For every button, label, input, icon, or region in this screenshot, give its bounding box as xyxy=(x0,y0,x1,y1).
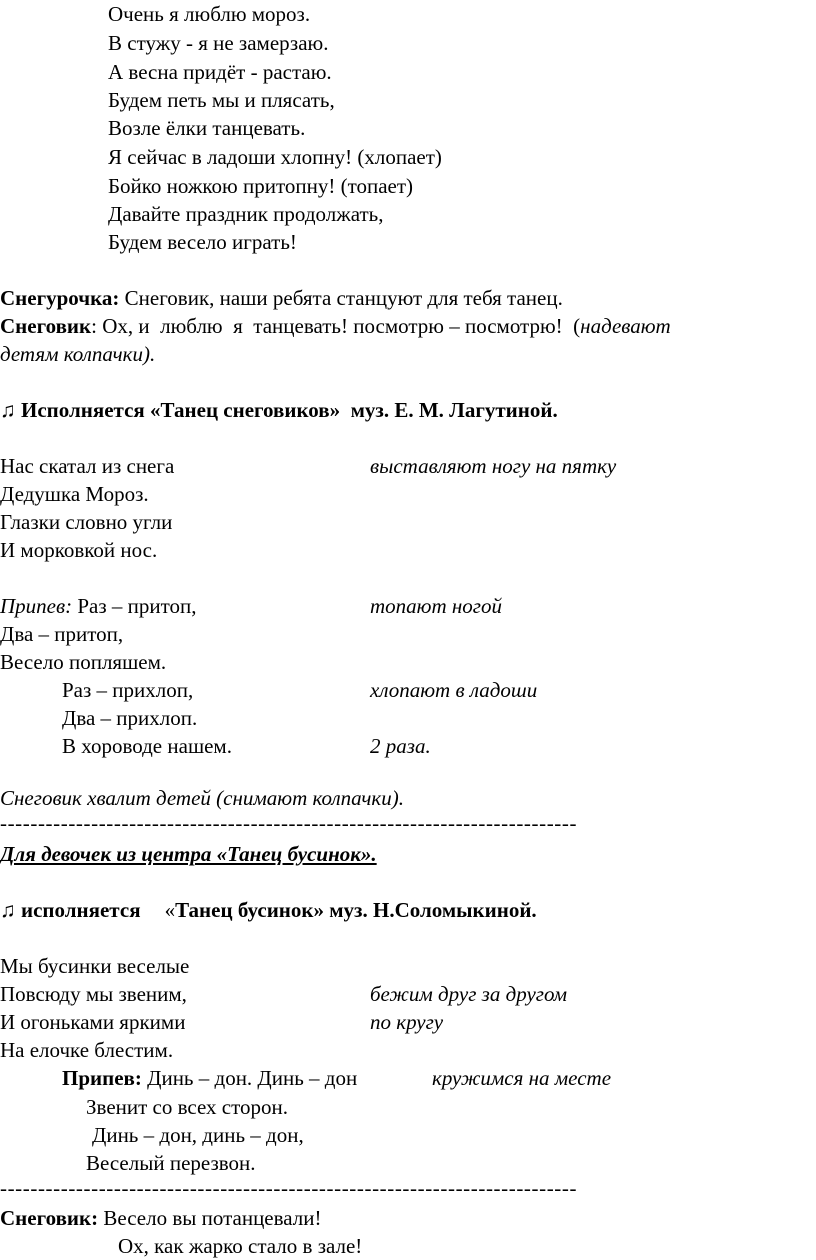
verse-action: по кругу xyxy=(370,1010,444,1034)
speaker-name: Снеговик xyxy=(0,314,92,338)
song-verb: исполняется xyxy=(15,898,141,922)
verse-line: Глазки словно угли xyxy=(0,510,173,534)
poem-line: В стужу - я не замерзаю. xyxy=(108,31,329,55)
dialog-line-snegovik xyxy=(0,312,671,340)
chorus-line: Звенит со всех сторон. xyxy=(86,1095,288,1119)
poem-line: Будем весело играть! xyxy=(108,230,297,254)
chorus-line: Динь – дон, динь – дон, xyxy=(92,1123,304,1147)
dialog-line-snegovik xyxy=(0,1204,321,1232)
music-note-icon: ♫ xyxy=(0,398,16,422)
poem-line: Бойко ножкою притопну! (топает) xyxy=(108,174,414,198)
verse-line: Дедушка Мороз. xyxy=(0,482,149,506)
speaker-name: Снеговик: xyxy=(0,1206,99,1230)
chorus-line: В хороводе нашем. xyxy=(62,734,232,758)
song-heading xyxy=(0,896,537,924)
verse-action: выставляют ногу на пятку xyxy=(370,454,617,478)
verse-line: Мы бусинки веселые xyxy=(0,954,190,978)
music-note-icon: ♫ xyxy=(0,898,16,922)
chorus-label: Припев: xyxy=(62,1066,142,1090)
chorus-action: 2 раза. xyxy=(370,734,431,758)
chorus-line: Веселый перезвон. xyxy=(86,1151,256,1175)
chorus-action: топают ногой xyxy=(370,594,502,618)
chorus-line: Раз – прихлоп, xyxy=(62,678,194,702)
poem-line: Я сейчас в ладоши хлопну! (хлопает) xyxy=(108,145,442,169)
dialog-line-snegurochka xyxy=(0,284,563,312)
poem-line: Очень я люблю мороз. xyxy=(108,2,311,26)
poem-line: Будем петь мы и плясать, xyxy=(108,88,335,112)
song-heading xyxy=(0,396,558,424)
stage-note: Снеговик хвалит детей (снимают колпачки). xyxy=(0,786,404,810)
verse-action: бежим друг за другом xyxy=(370,982,568,1006)
chorus-text: Раз – притоп, xyxy=(72,594,197,618)
chorus-line: Два – притоп, xyxy=(0,622,124,646)
separator: ---------------------------------------------------------------------------- xyxy=(0,1178,578,1198)
chorus-line: Два – прихлоп. xyxy=(62,706,198,730)
verse-line: Нас скатал из снега xyxy=(0,454,175,478)
separator: ---------------------------------------------------------------------------- xyxy=(0,813,578,833)
stage-direction: детям колпачки). xyxy=(0,342,156,366)
dialog-text: Снеговик, наши ребята станцуют для тебя танец. xyxy=(119,286,563,310)
poem-line: Давайте праздник продолжать, xyxy=(108,202,384,226)
chorus-line: Весело попляшем. xyxy=(0,650,167,674)
dialog-text: : Ох, и люблю я танцевать! посмотрю – посмотрю! ( xyxy=(91,314,581,338)
poem-line: Возле ёлки танцевать. xyxy=(108,116,306,140)
quote-mark: « xyxy=(164,898,176,922)
chorus-label: Припев: xyxy=(0,594,73,618)
chorus-action: хлопают в ладоши xyxy=(370,678,538,702)
verse-line: И морковкой нос. xyxy=(0,538,158,562)
verse-line: Повсюду мы звеним, xyxy=(0,982,187,1006)
stage-direction: надевают xyxy=(580,314,671,338)
chorus-text: Динь – дон. Динь – дон xyxy=(141,1066,358,1090)
verse-line: И огоньками яркими xyxy=(0,1010,186,1034)
verse-line: На елочке блестим. xyxy=(0,1038,174,1062)
section-heading: Для девочек из центра «Танец бусинок». xyxy=(0,842,377,866)
song-title: Танец бусинок» муз. Н.Соломыкиной. xyxy=(175,898,537,922)
chorus-action: кружимся на месте xyxy=(432,1066,612,1090)
dialog-text: Весело вы потанцевали! xyxy=(98,1206,322,1230)
dialog-text: Ох, как жарко стало в зале! xyxy=(118,1234,363,1258)
chorus-line xyxy=(0,592,197,620)
song-title: Исполняется «Танец снеговиков» муз. Е. М. Лагутиной. xyxy=(15,398,558,422)
speaker-name: Снегурочка: xyxy=(0,286,120,310)
poem-line: А весна придёт - растаю. xyxy=(108,60,332,84)
chorus-line xyxy=(62,1064,357,1092)
